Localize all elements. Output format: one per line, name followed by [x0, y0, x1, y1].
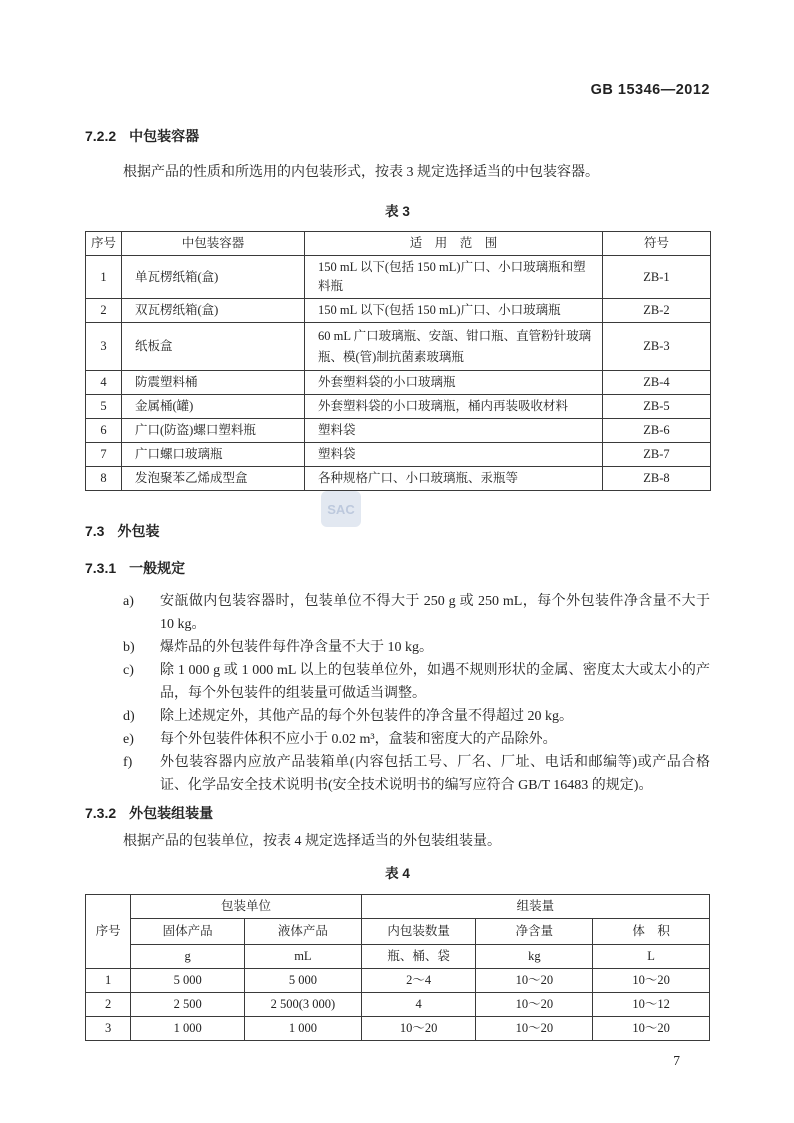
- table-header-cell: 符号: [603, 232, 711, 256]
- list-item-text: 外包装容器内应放产品装箱单(内容包括工号、厂名、厂址、电话和邮编等)或产品合格证、化学品安全技术说明书(安全技术说明书的编写应符合 GB/T 16483 的规定)。: [160, 755, 710, 793]
- table-header-cell: 内包装数量: [361, 919, 476, 945]
- list-item-label: a): [123, 594, 134, 609]
- table-cell: 2: [86, 299, 122, 323]
- table-cell: 发泡聚苯乙烯成型盒: [122, 467, 305, 491]
- table-header-row: [86, 919, 710, 945]
- table-cell: 5: [86, 395, 122, 419]
- table-header-cell: 体 积: [593, 919, 710, 945]
- table-cell: 4: [361, 993, 476, 1017]
- table-units-row: [86, 945, 710, 969]
- table-cell: 10～20: [361, 1017, 476, 1041]
- table-header-cell: 液体产品: [245, 919, 362, 945]
- table-row: [86, 467, 711, 491]
- table-cell: 防震塑料桶: [122, 371, 305, 395]
- paragraph-7-2-2: 根据产品的性质和所选用的内包装形式，按表 3 规定选择适当的中包装容器。: [123, 165, 599, 180]
- table-cell: 纸板盒: [122, 323, 305, 371]
- table-header-cell: 组装量: [361, 895, 709, 919]
- table-cell: 1 000: [245, 1017, 362, 1041]
- table-cell: 60 mL 广口玻璃瓶、安瓿、钳口瓶、直管粉针玻璃瓶、模(管)制抗菌素玻璃瓶: [305, 323, 603, 371]
- table-header-row: [86, 895, 710, 919]
- list-item-label: b): [123, 640, 135, 655]
- table-unit-cell: 瓶、桶、袋: [361, 945, 476, 969]
- table-row: [86, 299, 711, 323]
- table-row: [86, 443, 711, 467]
- table-header-cell: 适 用 范 围: [305, 232, 603, 256]
- table-cell: 10～20: [593, 969, 710, 993]
- table-cell: 2: [86, 993, 131, 1017]
- table-cell: ZB-8: [603, 467, 711, 491]
- table-cell: ZB-2: [603, 299, 711, 323]
- table-unit-cell: L: [593, 945, 710, 969]
- table-cell: 10～20: [593, 1017, 710, 1041]
- table-unit-cell: kg: [476, 945, 593, 969]
- table-row: [86, 419, 711, 443]
- table-row: [86, 993, 710, 1017]
- list-item-label: f): [123, 755, 133, 770]
- table-cell: 塑料袋: [305, 419, 603, 443]
- section-title: 中包装容器: [129, 128, 200, 144]
- table-row: [86, 256, 711, 299]
- table-cell: 5 000: [131, 969, 245, 993]
- section-number: 7.2.2: [85, 128, 117, 144]
- table-cell: 7: [86, 443, 122, 467]
- table-cell: ZB-6: [603, 419, 711, 443]
- list-item-text: 除 1 000 g 或 1 000 mL 以上的包装单位外，如遇不规则形状的金属、密度太大或太小的产品，每个外包装件的组装量可做适当调整。: [160, 663, 710, 701]
- list-item: [85, 751, 710, 797]
- list-item-text: 除上述规定外，其他产品的每个外包装件的净含量不得超过 20 kg。: [160, 709, 573, 724]
- section-heading-7-2-2: [85, 126, 710, 146]
- page-number: 7: [673, 1053, 680, 1068]
- table-cell: 塑料袋: [305, 443, 603, 467]
- table-cell: 150 mL 以下(包括 150 mL)广口、小口玻璃瓶: [305, 299, 603, 323]
- table-unit-cell: g: [131, 945, 245, 969]
- table-cell: 4: [86, 371, 122, 395]
- table4-caption: 表 4: [385, 866, 410, 881]
- table-cell: 广口(防盗)螺口塑料瓶: [122, 419, 305, 443]
- table-cell: 外套塑料袋的小口玻璃瓶: [305, 371, 603, 395]
- list-item: [85, 728, 710, 751]
- list-item-text: 每个外包装件体积不应小于 0.02 m³，盒装和密度大的产品除外。: [160, 732, 557, 747]
- table3-caption: 表 3: [385, 204, 410, 219]
- table-row: [86, 323, 711, 371]
- list-item: [85, 590, 710, 636]
- section-heading-7-3-1: [85, 558, 710, 578]
- table-cell: 3: [86, 323, 122, 371]
- list-item-label: e): [123, 732, 134, 747]
- section-number: 7.3.1: [85, 560, 117, 576]
- table-cell: ZB-4: [603, 371, 711, 395]
- list-item: [85, 705, 710, 728]
- table-header-cell: 序号: [86, 232, 122, 256]
- section-title: 一般规定: [129, 560, 186, 576]
- table-header-cell: 固体产品: [131, 919, 245, 945]
- table-header-cell: 中包装容器: [122, 232, 305, 256]
- table-cell: 1: [86, 256, 122, 299]
- table-cell: ZB-3: [603, 323, 711, 371]
- watermark-text: SAC: [327, 501, 355, 517]
- table-cell: 1 000: [131, 1017, 245, 1041]
- section-number: 7.3: [85, 523, 105, 539]
- list-item: [85, 659, 710, 705]
- table-cell: 10～20: [476, 969, 593, 993]
- table-row: [86, 371, 711, 395]
- rule-list-7-3-1: [85, 590, 710, 797]
- table-header-row: [86, 232, 711, 256]
- table-cell: 双瓦楞纸箱(盒): [122, 299, 305, 323]
- table-cell: 10～20: [476, 993, 593, 1017]
- table-cell: 2 500(3 000): [245, 993, 362, 1017]
- table-row: [86, 969, 710, 993]
- standard-code-header: GB 15346—2012: [590, 82, 710, 98]
- section-heading-7-3: [85, 521, 710, 541]
- table-cell: 金属桶(罐): [122, 395, 305, 419]
- section-title: 外包装组装量: [129, 805, 214, 821]
- sac-watermark-logo: [321, 491, 361, 527]
- table-cell: 10～12: [593, 993, 710, 1017]
- paragraph-7-3-2: 根据产品的包装单位，按表 4 规定选择适当的外包装组装量。: [123, 834, 501, 849]
- table-cell: 各种规格广口、小口玻璃瓶、汞瓶等: [305, 467, 603, 491]
- section-title: 外包装: [117, 523, 160, 539]
- table-unit-cell: mL: [245, 945, 362, 969]
- table-3: [85, 231, 711, 491]
- table-cell: 广口螺口玻璃瓶: [122, 443, 305, 467]
- list-item-label: d): [123, 709, 135, 724]
- list-item-text: 安瓿做内包装容器时，包装单位不得大于 250 g 或 250 mL，每个外包装件净含量不大于 10 kg。: [160, 594, 710, 632]
- list-item-text: 爆炸品的外包装件每件净含量不大于 10 kg。: [160, 640, 433, 655]
- table-cell: ZB-5: [603, 395, 711, 419]
- table-cell: 6: [86, 419, 122, 443]
- table-cell: 10～20: [476, 1017, 593, 1041]
- table-row: [86, 395, 711, 419]
- table-row: [86, 1017, 710, 1041]
- table-cell: ZB-1: [603, 256, 711, 299]
- table-header-cell: 包装单位: [131, 895, 361, 919]
- table-cell: 5 000: [245, 969, 362, 993]
- table-4: [85, 894, 710, 1041]
- section-heading-7-3-2: [85, 803, 710, 823]
- table-cell: 2 500: [131, 993, 245, 1017]
- table-cell: 1: [86, 969, 131, 993]
- table-cell: ZB-7: [603, 443, 711, 467]
- section-number: 7.3.2: [85, 805, 117, 821]
- table-cell: 外套塑料袋的小口玻璃瓶，桶内再装吸收材料: [305, 395, 603, 419]
- table-cell: 2～4: [361, 969, 476, 993]
- table-cell: 150 mL 以下(包括 150 mL)广口、小口玻璃瓶和塑料瓶: [305, 256, 603, 299]
- list-item: [85, 636, 710, 659]
- table-header-cell: 净含量: [476, 919, 593, 945]
- table-header-cell: 序号: [86, 895, 131, 969]
- table-cell: 3: [86, 1017, 131, 1041]
- list-item-label: c): [123, 663, 134, 678]
- table-cell: 8: [86, 467, 122, 491]
- table-cell: 单瓦楞纸箱(盒): [122, 256, 305, 299]
